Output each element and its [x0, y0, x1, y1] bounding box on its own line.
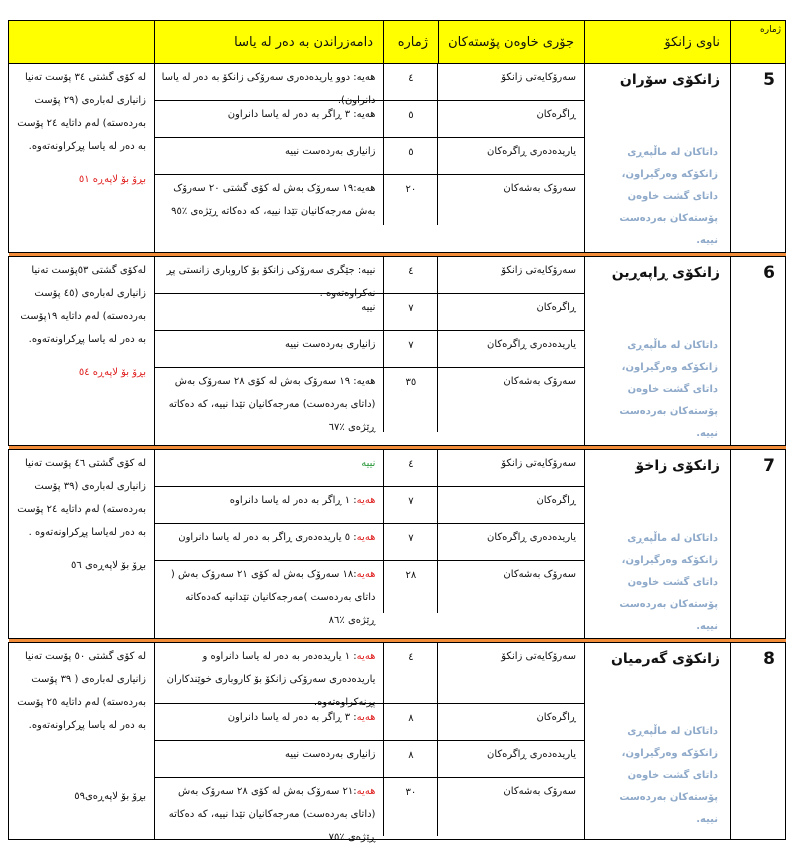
positions-cell	[155, 450, 585, 639]
detail-text: : ١ یاریدەدەر بە دەر لە یاسا دانراوە و یاریدەدەری سەرۆکی زانکۆ بۆ کاروباری خوێندکاران پڕنەکراوەتەوە.	[166, 651, 376, 708]
position-type: یاریدەدەری ڕاگرەکان	[486, 146, 576, 157]
status-prefix: هەیە	[356, 495, 376, 506]
appointment-detail	[155, 741, 383, 777]
report-page	[8, 20, 785, 843]
position-row	[155, 64, 584, 106]
position-count: ٨	[383, 704, 438, 740]
position-type: ڕاگرەکان	[536, 712, 576, 723]
detail-text: هەیە: دوو یاریدەدەری سەرۆکی زانکۆ بە دەر لە یاسا دانراون).	[161, 72, 376, 106]
position-count: ٧	[383, 331, 438, 367]
positions-cell	[155, 64, 585, 253]
position-row	[155, 331, 584, 368]
header-count: ژمارە	[384, 21, 439, 64]
row-number: 8	[731, 643, 786, 840]
summary-text: لە کۆی گشتی ٤٦ پۆست تەنیا زانیاری لەبارەی (٣٩ پۆست بەردەستە) لەم داتایە ٢٤ پۆست بە دەر لەیاسا پڕکراونەتەوە .	[17, 458, 146, 538]
page-link[interactable]: بڕۆ بۆ لاپەڕە ٥٤	[78, 367, 146, 378]
position-count: ٤	[383, 450, 438, 486]
position-row	[155, 368, 584, 432]
page-link[interactable]: بڕۆ بۆ لاپەڕەی٥٩	[74, 791, 146, 802]
position-type: سەرۆکایەتی زانکۆ	[501, 458, 576, 469]
position-count: ٧	[383, 487, 438, 523]
position-row	[155, 741, 584, 778]
university-row	[9, 450, 786, 639]
appointment-detail	[155, 561, 383, 626]
detail-text: :٢١ سەرۆک بەش لە کۆی ٢٨ سەرۆک بەش (داتای بەردەست) مەرجەکانیان تێدا نییە، کە دەکاتە ڕێژەی ٪٧٥	[168, 786, 376, 843]
position-count: ٢٠	[383, 175, 438, 225]
appointment-detail	[155, 487, 383, 523]
position-row	[155, 561, 584, 626]
universities-table	[8, 20, 786, 843]
appointment-detail	[155, 138, 383, 174]
page-link[interactable]: بڕۆ بۆ لاپەڕەی ٥٦	[71, 560, 146, 571]
position-count: ٤	[383, 257, 438, 293]
position-row	[155, 294, 584, 331]
appointment-detail	[155, 704, 383, 740]
position-type: سەرۆک بەشەکان	[503, 569, 576, 580]
appointment-detail	[155, 331, 383, 367]
row-number: 5	[731, 64, 786, 253]
position-type: سەرۆک بەشەکان	[503, 786, 576, 797]
summary-text: لە کۆی گشتی ٥٠ پۆست تەنیا زانیاری لەبارەی ( ٣٩ پۆست بەردەستە) لەم داتایە ٢٥ پۆست بە دەر لە یاسا پڕکراونەتەوە.	[17, 651, 146, 731]
position-count: ٤	[383, 64, 438, 100]
appointment-detail	[155, 524, 383, 560]
detail-text: : ٥ یاریدەدەری ڕاگر بە دەر لە یاسا دانراون	[178, 532, 357, 543]
position-type: سەرۆکایەتی زانکۆ	[501, 651, 576, 662]
summary-text: لە کۆی گشتی ٣٤ پۆست تەنیا زانیاری لەبارەی (٢٩ پۆست بەردەستە) لەم داتایە ٢٤ پۆست بە دەر لە یاسا پڕکراونەتەوە.	[17, 72, 146, 152]
position-count: ٧	[383, 524, 438, 560]
university-name: زانکۆی زاخۆ	[635, 458, 720, 474]
position-type: سەرۆک بەشەکان	[503, 376, 576, 387]
summary-cell	[9, 257, 155, 446]
page-link[interactable]: بڕۆ بۆ لاپەڕە ٥١	[78, 174, 146, 185]
appointment-detail	[155, 368, 383, 432]
position-count: ٢٨	[383, 561, 438, 613]
position-row	[155, 487, 584, 524]
header-university: ناوی زانکۆ	[585, 21, 731, 64]
detail-text: هەیە:١٩ سەرۆک بەش لە کۆی گشتی ٢٠ سەرۆک بەش مەرجەکانیان تێدا نییە، کە دەکاتە ڕێژەی ٪٩٥	[171, 183, 376, 217]
detail-text: : ١ ڕاگر بە دەر لە یاسا دانراوە	[229, 495, 357, 506]
position-type: یاریدەدەری ڕاگرەکان	[486, 339, 576, 350]
data-source-note: داتاکان لە ماڵپەڕی زانکۆکە وەرگیراون، داتای گشت خاوەن پۆستەکان بەردەست نییە.	[619, 533, 718, 632]
detail-text: زانیاری بەردەست نییە	[284, 339, 376, 350]
data-source-note: داتاکان لە ماڵپەڕی زانکۆکە وەرگیراون، داتای گشت خاوەن پۆستەکان بەردەست نییە.	[619, 340, 718, 439]
status-prefix: هەیە	[356, 532, 376, 543]
header-position-type: جۆری خاوەن پۆستەکان	[439, 21, 585, 64]
appointment-detail	[155, 778, 383, 843]
position-row	[155, 138, 584, 175]
university-row	[9, 64, 786, 253]
position-row	[155, 524, 584, 561]
detail-text: هەیە: ١٩ سەرۆک بەش لە کۆی ٢٨ سەرۆک بەش (داتای بەردەست) مەرجەکانیان تێدا نییە، کە دەکاتە ڕێژەی ٪٦٧	[168, 376, 376, 433]
university-cell	[585, 257, 731, 446]
position-count: ٧	[383, 294, 438, 330]
position-row	[155, 704, 584, 741]
detail-text: : ٣ ڕاگر بە دەر لە یاسا دانراون	[227, 712, 357, 723]
status-prefix: نییە	[361, 458, 376, 469]
university-cell	[585, 643, 731, 840]
university-name: زانکۆی گەرمیان	[610, 651, 720, 667]
university-name: زانکۆی سۆران	[619, 72, 720, 88]
university-row	[9, 643, 786, 840]
position-type: یاریدەدەری ڕاگرەکان	[486, 749, 576, 760]
header-number: ژمارە	[731, 21, 786, 64]
position-type: ڕاگرەکان	[536, 109, 576, 120]
detail-text: نییە: جێگری سەرۆکی زانکۆ بۆ کاروباری زانستی پڕ نەکراوەتەوە .	[166, 265, 376, 299]
summary-cell	[9, 450, 155, 639]
row-number: 6	[731, 257, 786, 446]
detail-text: :١٨ سەرۆک بەش لە کۆی ٢١ سەرۆک بەش ( داتای بەردەست )مەرجەکانیان تێدانیە کەدەکاتە ڕێژەی ٪٨٦	[170, 569, 376, 626]
position-type: ڕاگرەکان	[536, 495, 576, 506]
appointment-detail	[155, 257, 383, 299]
university-name: زانکۆی ڕاپەڕین	[611, 265, 720, 281]
university-row	[9, 257, 786, 446]
position-row	[155, 450, 584, 487]
appointment-detail	[155, 450, 383, 486]
position-row	[155, 101, 584, 138]
status-prefix: هەیە	[356, 569, 376, 580]
position-type: یاریدەدەری ڕاگرەکان	[486, 532, 576, 543]
position-type: سەرۆکایەتی زانکۆ	[501, 265, 576, 276]
position-count: ٣٠	[383, 778, 438, 836]
appointment-detail	[155, 64, 383, 106]
position-row	[155, 778, 584, 843]
appointment-detail	[155, 175, 383, 225]
header-summary	[9, 21, 155, 64]
detail-text: زانیاری بەردەست نییە	[284, 749, 376, 760]
summary-text: لەکۆی گشتی ٥٣پۆست تەنیا زانیاری لەبارەی (٤٥ پۆست بەردەستە) لەم داتایە ١٩پۆست بە دەر لە یاسا پڕکراونەتەوە.	[20, 265, 146, 345]
position-count: ٨	[383, 741, 438, 777]
positions-cell	[155, 257, 585, 446]
position-type: سەرۆک بەشەکان	[503, 183, 576, 194]
status-prefix: هەیە	[356, 712, 376, 723]
position-type: سەرۆکایەتی زانکۆ	[501, 72, 576, 83]
detail-text: زانیاری بەردەست نییە	[284, 146, 376, 157]
detail-text: هەیە: ٣ ڕاگر بە دەر لە یاسا دانراون	[227, 109, 376, 120]
position-row	[155, 175, 584, 225]
university-cell	[585, 64, 731, 253]
position-row	[155, 643, 584, 708]
header-row	[9, 21, 786, 64]
position-count: ٥	[383, 101, 438, 137]
appointment-detail	[155, 294, 383, 330]
status-prefix: هەیە	[356, 786, 376, 797]
position-count: ٣٥	[383, 368, 438, 432]
detail-text: نییە	[361, 302, 376, 313]
header-appointment: دامەزراندن بە دەر لە یاسا	[155, 21, 384, 64]
summary-cell	[9, 64, 155, 253]
positions-cell	[155, 643, 585, 843]
data-source-note: داتاکان لە ماڵپەڕی زانکۆکە وەرگیراون، داتای گشت خاوەن پۆستەکان بەردەست نییە.	[619, 726, 718, 825]
position-type: ڕاگرەکان	[536, 302, 576, 313]
position-row	[155, 257, 584, 299]
appointment-detail	[155, 643, 383, 708]
appointment-detail	[155, 101, 383, 137]
row-number: 7	[731, 450, 786, 639]
data-source-note: داتاکان لە ماڵپەڕی زانکۆکە وەرگیراون، داتای گشت خاوەن پۆستەکان بەردەست نییە.	[619, 147, 718, 246]
status-prefix: هەیە	[356, 651, 376, 662]
university-cell	[585, 450, 731, 639]
position-count: ٥	[383, 138, 438, 174]
position-count: ٤	[383, 643, 438, 703]
summary-cell	[9, 643, 155, 840]
